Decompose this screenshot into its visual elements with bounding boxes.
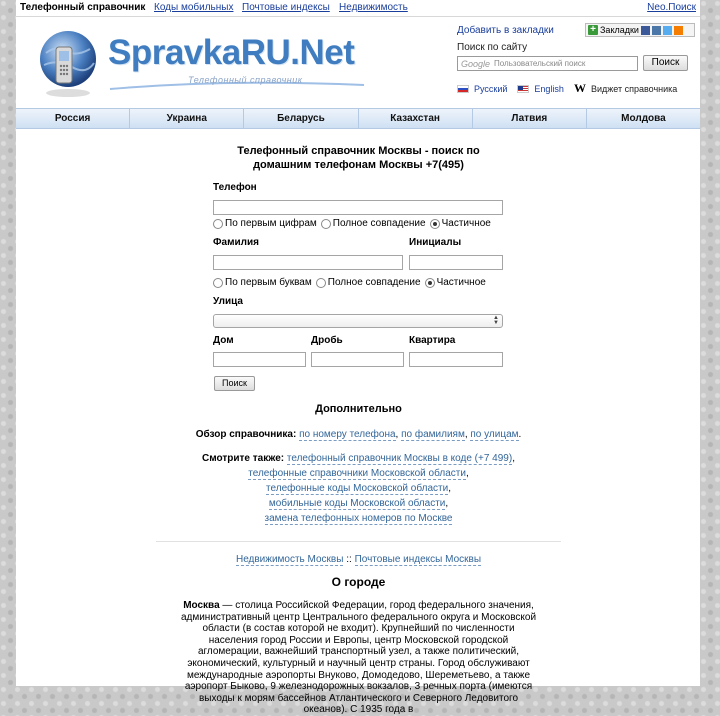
see-also-link-oblast-codes[interactable]: телефонные коды Московской области <box>266 483 449 494</box>
footer-link-separator: :: <box>346 554 352 565</box>
overview-row: Обзор справочника: по номеру телефона, по фамилиям, по улицам. <box>195 429 522 440</box>
language-row <box>457 81 687 96</box>
divider <box>156 541 561 542</box>
top-bar <box>16 0 700 17</box>
additional-heading: Дополнительно <box>315 403 402 415</box>
odnoklassniki-icon <box>674 26 683 35</box>
nav-tab-russia[interactable]: Россия <box>16 109 130 128</box>
lang-english-link[interactable]: English <box>534 83 564 94</box>
street-select[interactable] <box>213 314 503 328</box>
nav-tab-ukraine[interactable]: Украина <box>130 109 244 128</box>
about-term: Москва <box>183 600 220 611</box>
share-bookmarks-button[interactable] <box>585 23 695 37</box>
top-bar-link-real-estate[interactable]: Недвижимость <box>339 2 408 13</box>
page <box>16 0 700 716</box>
apartment-input[interactable] <box>409 352 503 367</box>
lastname-label: Фамилия <box>213 237 259 248</box>
name-match-radios <box>213 277 490 288</box>
top-bar-active-item: Телефонный справочник <box>20 2 146 13</box>
phone-radio-partial[interactable] <box>430 218 491 229</box>
widget-w-icon: W <box>573 81 586 95</box>
house-label: Дом <box>213 335 234 346</box>
add-bookmark-link[interactable]: Добавить в закладки <box>457 25 554 36</box>
see-also-link-number-replacement[interactable]: замена телефонных номеров по Москве <box>264 513 453 524</box>
about-body: — столица Российской Федерации, город федерального значения, административный центр Центрального федерального округа и Московской области (в состав которой не входит). Крупнейший по численности населения город России и Европы, центр Московской городской агломерации, важнейший транспортный узел, а также политический, экономический, культурный и научный центр страны. Город обслуживают международные аэропорты Внуково, Домодедово, Шереметьево, а также аэропорт Быково, 9 железнодорожных вокзалов, 3 речных порта (имеются выходы к морям бассейнов Атлантического и Северного Ледовитого океанов). С 1935 года в <box>180 600 537 716</box>
footer-link-real-estate[interactable]: Недвижимость Москвы <box>235 554 344 565</box>
street-label: Улица <box>213 296 243 307</box>
footer-link-postal-codes[interactable]: Почтовые индексы Москвы <box>354 554 482 565</box>
radio-checked-icon <box>430 219 440 229</box>
site-search-label: Поиск по сайту <box>457 42 528 53</box>
apartment-label: Квартира <box>409 335 456 346</box>
overview-by-surname-link[interactable]: по фамилиям <box>401 429 465 440</box>
see-also-label: Смотрите также: <box>202 453 285 464</box>
site-search-placeholder: Пользовательский поиск <box>494 59 586 68</box>
site-search-button[interactable]: Поиск <box>643 55 688 71</box>
name-radio-first-letters[interactable] <box>213 277 312 288</box>
page-title <box>206 144 511 172</box>
usa-flag-icon <box>517 85 529 93</box>
radio-label: По первым цифрам <box>225 218 317 229</box>
fraction-label: Дробь <box>311 335 343 346</box>
nav-tab-kazakhstan[interactable]: Казахстан <box>359 109 473 128</box>
widget-link[interactable]: Виджет справочника <box>590 83 678 94</box>
nav-tab-belarus[interactable]: Беларусь <box>244 109 358 128</box>
radio-checked-icon <box>425 278 435 288</box>
overview-by-street-link[interactable]: по улицам <box>470 429 519 440</box>
see-also-link-mobile-codes[interactable]: мобильные коды Московской области <box>268 498 446 509</box>
plus-icon: + <box>588 25 598 35</box>
phone-radio-first-digits[interactable] <box>213 218 317 229</box>
top-bar-link-neo-search[interactable]: Neo.Поиск <box>647 2 696 13</box>
country-nav <box>16 108 700 129</box>
phone-input[interactable] <box>213 200 503 215</box>
overview-by-phone-link[interactable]: по номеру телефона <box>299 429 396 440</box>
radio-label: По первым буквам <box>225 277 312 288</box>
search-submit-button[interactable]: Поиск <box>214 376 255 391</box>
nav-tab-moldova[interactable]: Молдова <box>621 113 666 124</box>
lang-russian-link[interactable]: Русский <box>474 83 508 94</box>
house-input[interactable] <box>213 352 306 367</box>
overview-label: Обзор справочника: <box>195 429 297 440</box>
logo-subtitle: Телефонный справочник <box>188 75 303 85</box>
twitter-icon <box>663 26 672 35</box>
radio-icon <box>316 278 326 288</box>
nav-tab-latvia[interactable]: Латвия <box>473 109 587 128</box>
radio-label: Частичное <box>441 218 491 229</box>
radio-icon <box>213 278 223 288</box>
share-label: Закладки <box>600 25 639 35</box>
globe-phone-logo-icon[interactable] <box>32 25 100 99</box>
site-search-input[interactable] <box>457 56 638 71</box>
facebook-icon <box>641 26 650 35</box>
initials-input[interactable] <box>409 255 503 270</box>
radio-label: Полное совпадение <box>332 218 426 229</box>
name-radio-partial[interactable] <box>425 277 486 288</box>
select-arrows-icon: ▲ ▼ <box>493 315 499 326</box>
see-also-block: Смотрите также: телефонный справочник Москвы в коде (+7 499), телефонные справочники Московской области, телефонные коды Московской области, мобильные коды Московской области, замена телефонных номеров по Москве <box>202 453 515 524</box>
initials-label: Инициалы <box>409 237 462 248</box>
logo-text[interactable]: SpravkaRU.Net <box>108 33 355 72</box>
about-text <box>180 600 537 716</box>
vkontakte-icon <box>652 26 661 35</box>
footer-links <box>156 552 561 567</box>
top-bar-link-mobile-codes[interactable]: Коды мобильных <box>154 2 234 13</box>
lastname-input[interactable] <box>213 255 403 270</box>
phone-match-radios <box>213 218 495 229</box>
header <box>16 17 700 105</box>
radio-label: Полное совпадение <box>327 277 421 288</box>
phone-radio-full-match[interactable] <box>321 218 426 229</box>
about-heading: О городе <box>331 575 386 589</box>
phone-label: Телефон <box>213 182 257 193</box>
see-also-link-oblast-directories[interactable]: телефонные справочники Московской области <box>248 468 466 479</box>
see-also-link-499[interactable]: телефонный справочник Москвы в коде (+7 499) <box>286 453 513 464</box>
page-title-line-1: Телефонный справочник Москвы - поиск по <box>237 145 480 157</box>
name-radio-full-match[interactable] <box>316 277 421 288</box>
russia-flag-icon <box>457 85 469 93</box>
page-title-line-2: домашним телефонам Москвы +7(495) <box>253 159 464 171</box>
top-bar-link-postal-codes[interactable]: Почтовые индексы <box>242 2 330 13</box>
fraction-input[interactable] <box>311 352 404 367</box>
radio-icon <box>213 219 223 229</box>
radio-label: Частичное <box>436 277 486 288</box>
radio-icon <box>321 219 331 229</box>
google-logo: Google <box>461 58 491 69</box>
